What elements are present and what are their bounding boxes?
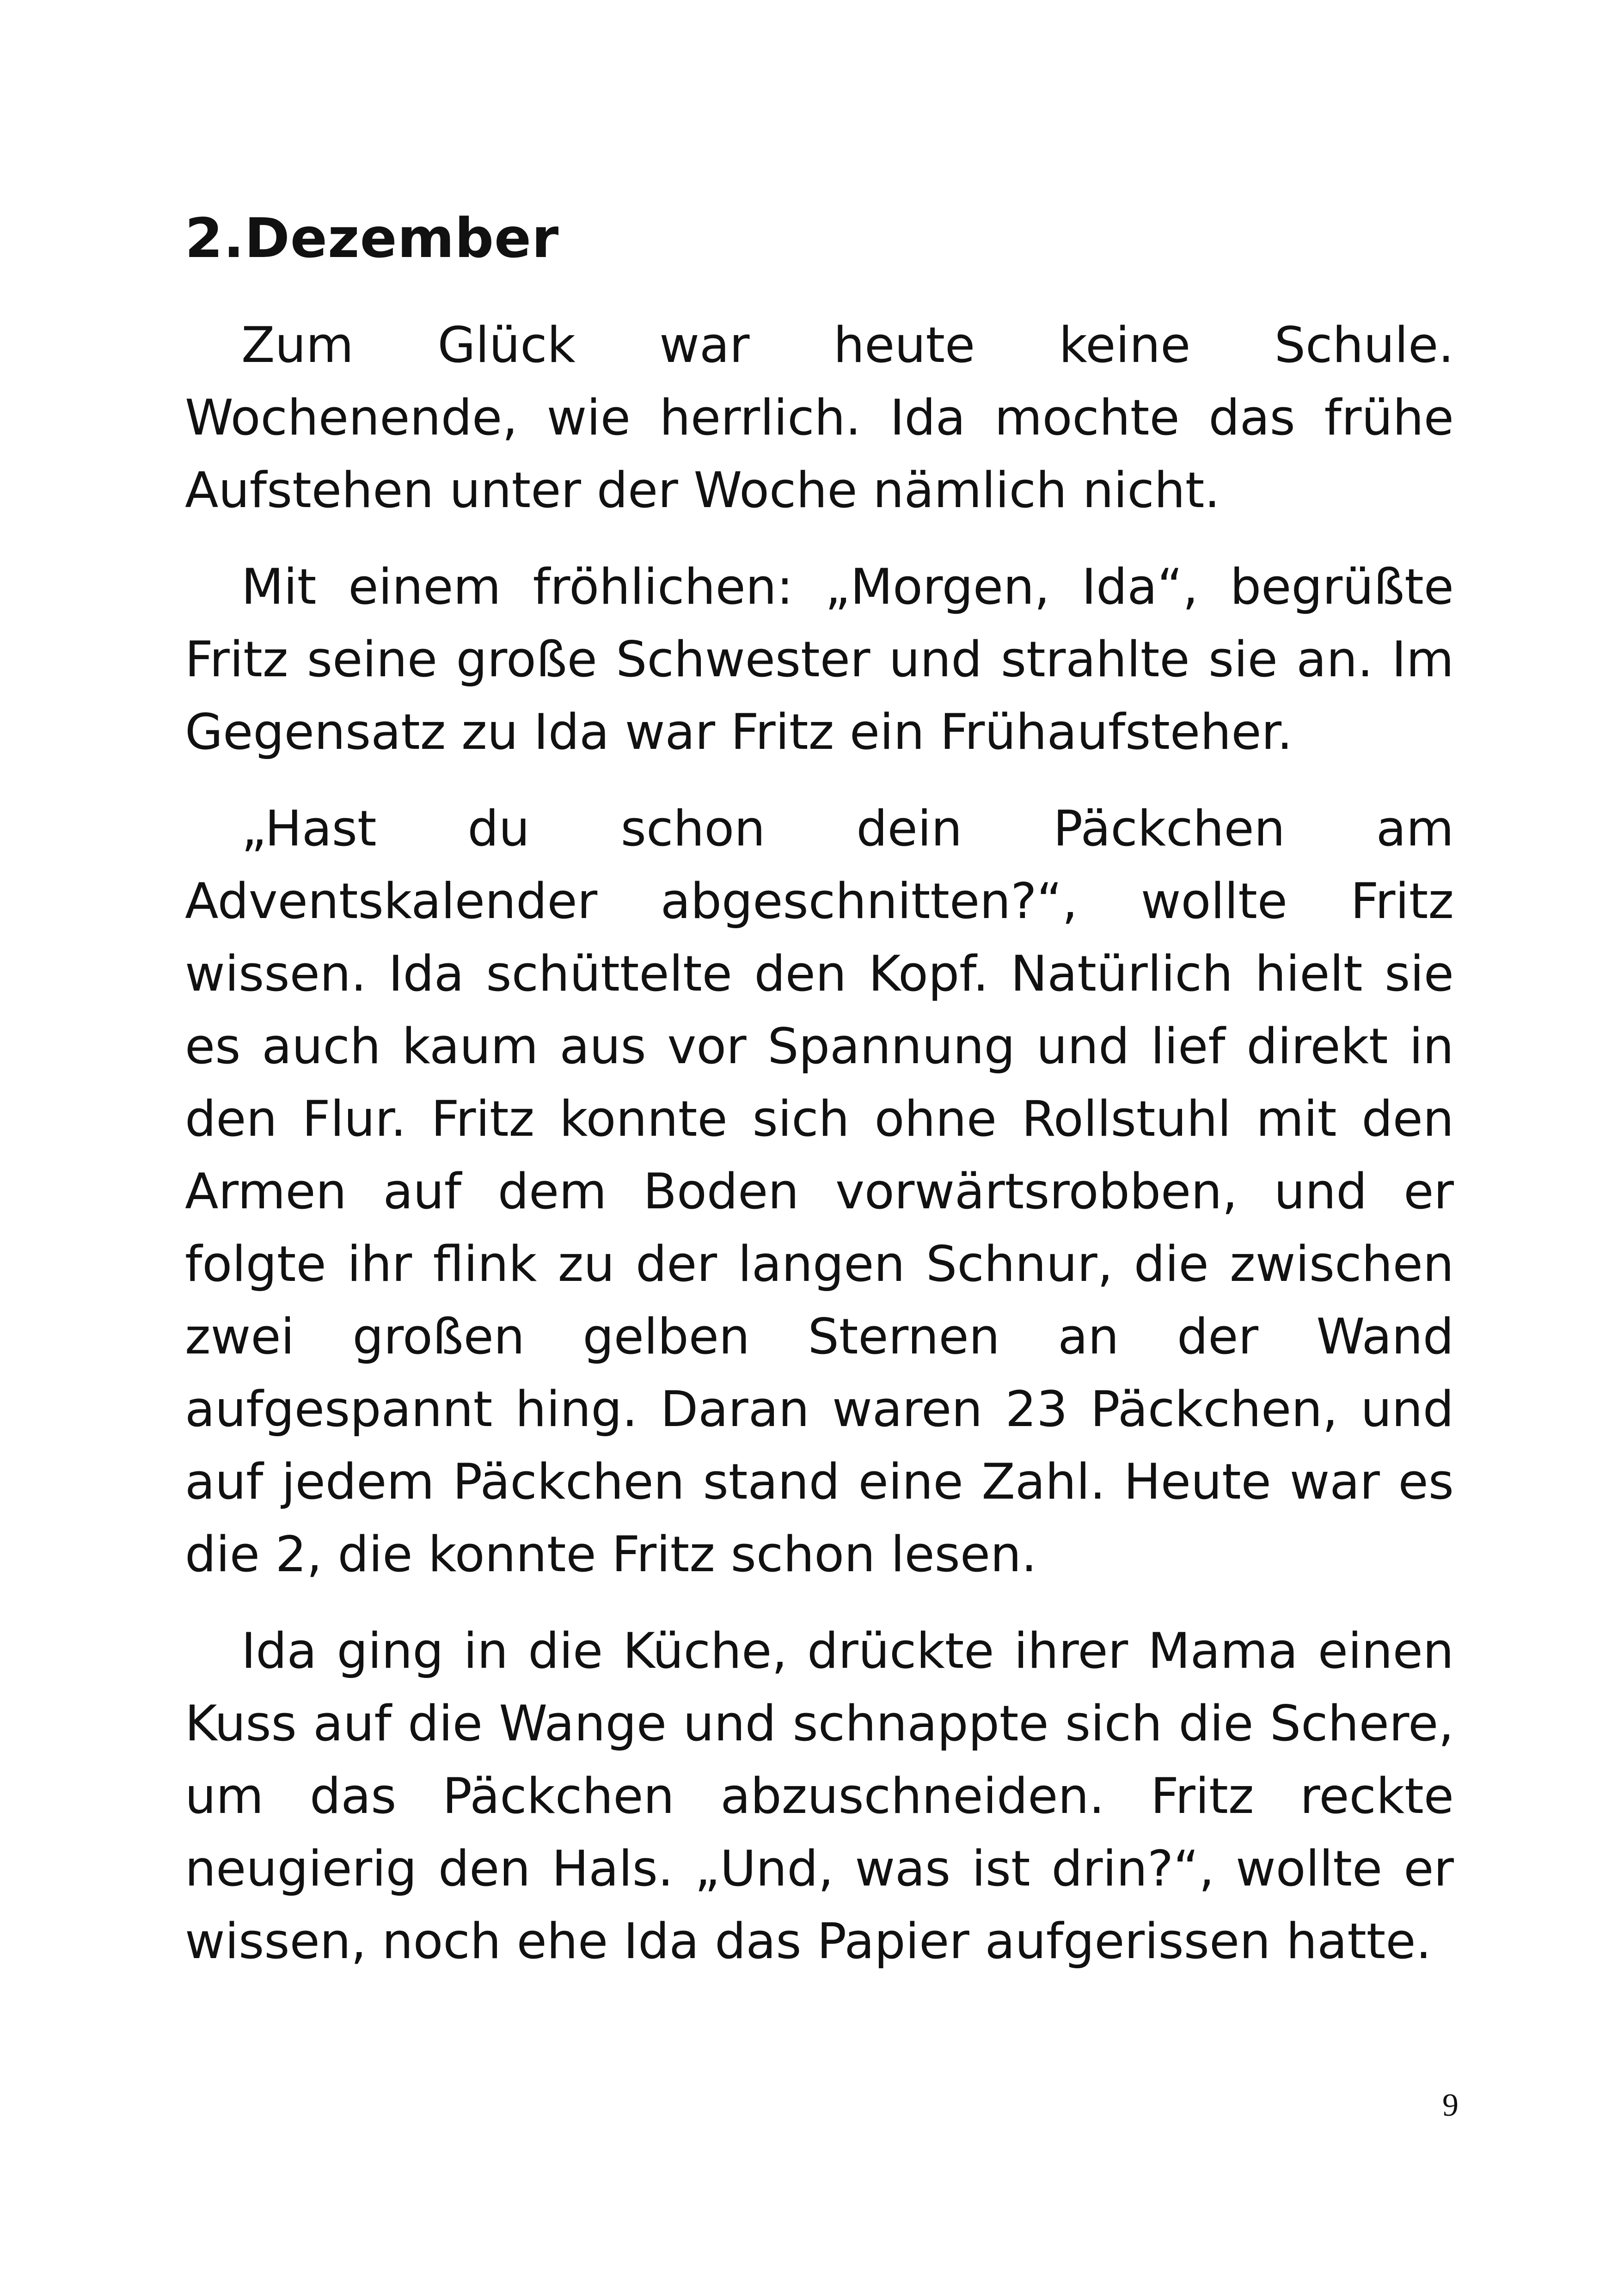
paragraph: Ida ging in die Küche, drückte ihrer Mama einen Kuss auf die Wange und schnappte sich die Schere, um das Päckchen abzuschneiden. Fritz reckte neugierig den Hals. „Und, was ist drin?“, wollte er wissen, noch ehe Ida das Papier aufgerissen hatte. (185, 1623, 1454, 1970)
page-number: 9 (1442, 2088, 1459, 2123)
paragraph: Mit einem fröhlichen: „Morgen, Ida“, begrüßte Fritz seine große Schwester und strahlte sie an. Im Gegensatz zu Ida war Fritz ein Frühaufsteher. (185, 558, 1454, 760)
paragraph: „Hast du schon dein Päckchen am Adventskalender abgeschnitten?“, wollte Fritz wissen. Ida schüttelte den Kopf. Natürlich hielt sie es auch kaum aus vor Spannung und lief direkt in den Flur. Fritz konnte sich ohne Rollstuhl mit den Armen auf dem Boden vorwärtsrobben, und er folgte ihr flink zu der langen Schnur, die zwischen zwei großen gelben Sternen an der Wand aufgespannt hing. Daran waren 23 Päckchen, und auf jedem Päckchen stand eine Zahl. Heute war es die 2, die konnte Fritz schon lesen. (185, 800, 1454, 1583)
story-text (185, 309, 1454, 2002)
paragraph: Zum Glück war heute keine Schule. Wochenende, wie herrlich. Ida mochte das frühe Aufstehen unter der Woche nämlich nicht. (185, 317, 1454, 519)
chapter-title: 2.Dezember (185, 206, 559, 270)
